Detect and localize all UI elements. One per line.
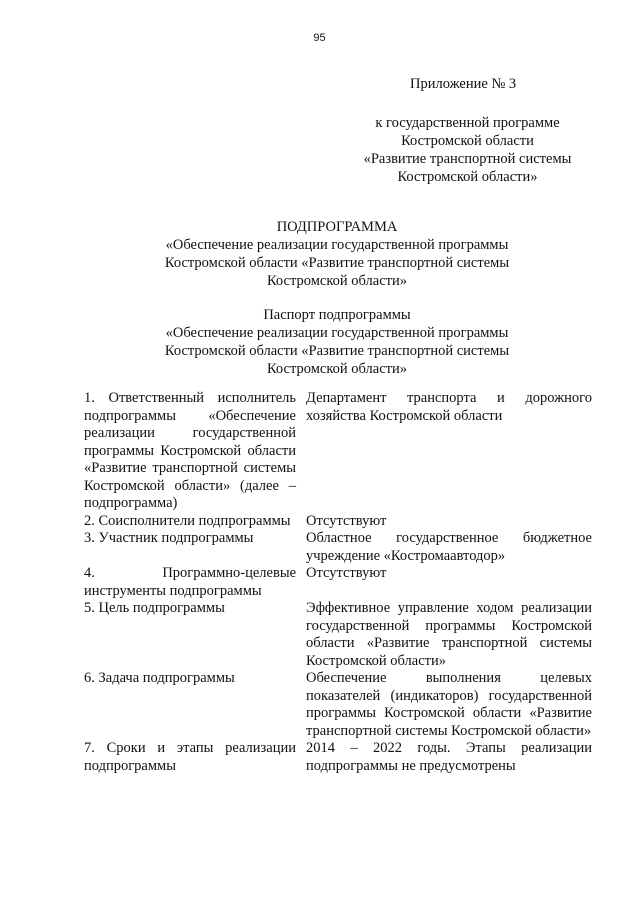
appendix-reference-line: «Развитие транспортной системы	[363, 151, 572, 167]
page-number: 95	[313, 32, 326, 44]
appendix-reference	[335, 114, 600, 186]
table-row	[84, 513, 592, 531]
row-value: Отсутствуют	[306, 512, 387, 529]
subprogram-title-line: Костромской области»	[266, 273, 407, 289]
row-label: 6. Задача подпрограммы	[84, 670, 235, 686]
subprogram-title-line: «Обеспечение реализации государственной программы	[165, 237, 509, 253]
row-label: 4. Программно-целевые инструменты подпрограммы	[84, 565, 296, 599]
row-label: 5. Цель подпрограммы	[84, 600, 225, 616]
row-value: Эффективное управление ходом реализации государственной программы Костромской области «Развитие транспортной системы Костромской области»	[306, 600, 592, 669]
table-row	[84, 390, 592, 513]
passport-title-line: Костромской области «Развитие транспортной системы	[164, 343, 510, 359]
row-label: 3. Участник подпрограммы	[84, 530, 254, 546]
passport-heading: Паспорт подпрограммы	[263, 307, 411, 323]
table-row	[84, 530, 592, 565]
subprogram-title-line: Костромской области «Развитие транспортной системы	[164, 255, 510, 271]
row-value: Департамент транспорта и дорожного хозяйства Костромской области	[306, 390, 592, 424]
row-value: 2014 – 2022 годы. Этапы реализации подпрограммы не предусмотрены	[306, 740, 592, 774]
row-label: 7. Сроки и этапы реализации подпрограммы	[84, 740, 296, 774]
row-label: 1. Ответственный исполнитель подпрограммы «Обеспечение реализации государственной программы Костромской области «Развитие транспортной системы Костромской области» (далее – подпрограмма)	[84, 390, 296, 511]
appendix-label: Приложение № 3	[410, 76, 517, 92]
table-row	[84, 565, 592, 600]
row-label: 2. Соисполнители подпрограммы	[84, 512, 291, 529]
appendix-reference-line: к государственной программе	[375, 115, 560, 131]
passport-table	[84, 390, 592, 775]
row-value: Областное государственное бюджетное учреждение «Костромаавтодор»	[306, 530, 592, 564]
appendix-reference-line: Костромской области»	[397, 169, 538, 185]
row-value: Обеспечение выполнения целевых показателей (индикаторов) государственной программы Костромской области «Развитие транспортной системы Костромской области»	[306, 670, 592, 739]
table-row	[84, 670, 592, 740]
subprogram-title	[80, 218, 594, 290]
subprogram-heading: ПОДПРОГРАММА	[276, 219, 398, 235]
table-row	[84, 740, 592, 775]
appendix-reference-line: Костромской области	[401, 133, 534, 149]
row-value: Отсутствуют	[306, 565, 387, 581]
passport-title	[80, 306, 594, 378]
table-row	[84, 600, 592, 670]
passport-title-line: «Обеспечение реализации государственной программы	[165, 325, 509, 341]
passport-title-line: Костромской области»	[266, 361, 407, 377]
